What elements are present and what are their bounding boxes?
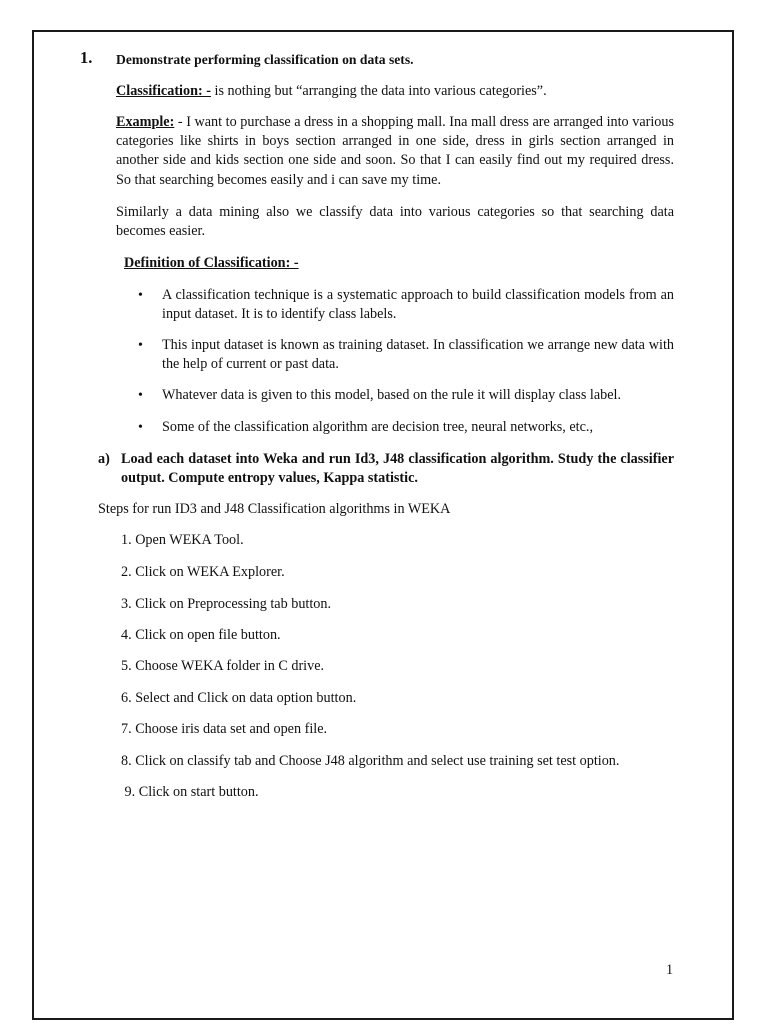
list-item: 1. Open WEKA Tool.: [121, 532, 244, 548]
list-item: A classification technique is a systematic approach to build classification models from an input dataset. It is to identify class labels.: [162, 287, 674, 323]
bullet-marker: •: [138, 388, 143, 403]
subquestion-text: Load each dataset into Weka and run Id3, J48 classification algorithm. Study the classifier output. Compute entropy values, Kappa statistic.: [121, 451, 674, 487]
list-item: 4. Click on open file button.: [121, 627, 281, 643]
classification-text: is nothing but “arranging the data into various categories”.: [210, 83, 547, 99]
list-item: 9. Click on start button.: [121, 784, 259, 800]
example-paragraph: [116, 113, 674, 190]
question-title: Demonstrate performing classification on data sets.: [116, 52, 414, 67]
bullet-marker: •: [138, 338, 143, 353]
example-term: Example:: [116, 114, 175, 130]
list-item: 8. Click on classify tab and Choose J48 algorithm and select use training set test option.: [121, 753, 620, 769]
list-item: This input dataset is known as training dataset. In classification we arrange new data with the help of current or past data.: [162, 337, 674, 373]
example-text: - I want to purchase a dress in a shopping mall. Ina mall dress are arranged into various categories like shirts in boys section arranged in one side, dress in girls section arranged in another side and kids section one side and soon. So that I can easily find out my required dress. So that searching becomes easily and i can save my time.: [116, 114, 674, 188]
list-item: 7. Choose iris data set and open file.: [121, 721, 328, 737]
list-item: Whatever data is given to this model, based on the rule it will display class label.: [162, 387, 622, 403]
subquestion-label: a): [98, 451, 110, 467]
definition-heading: Definition of Classification: -: [124, 255, 299, 271]
bullet-marker: •: [138, 420, 143, 435]
list-item: Some of the classification algorithm are decision tree, neural networks, etc.,: [162, 419, 593, 435]
page-number: 1: [666, 962, 674, 978]
similarly-paragraph: Similarly a data mining also we classify data into various categories so that searching data becomes easier.: [116, 204, 674, 240]
list-item: 3. Click on Preprocessing tab button.: [121, 596, 332, 612]
question-number: 1.: [80, 48, 93, 67]
steps-intro: Steps for run ID3 and J48 Classification algorithms in WEKA: [98, 501, 451, 517]
classification-term: Classification: -: [116, 83, 211, 99]
bullet-marker: •: [138, 288, 143, 303]
list-item: 2. Click on WEKA Explorer.: [121, 564, 285, 580]
list-item: 5. Choose WEKA folder in C drive.: [121, 658, 325, 674]
classification-paragraph: [116, 82, 676, 101]
list-item: 6. Select and Click on data option button.: [121, 690, 357, 706]
